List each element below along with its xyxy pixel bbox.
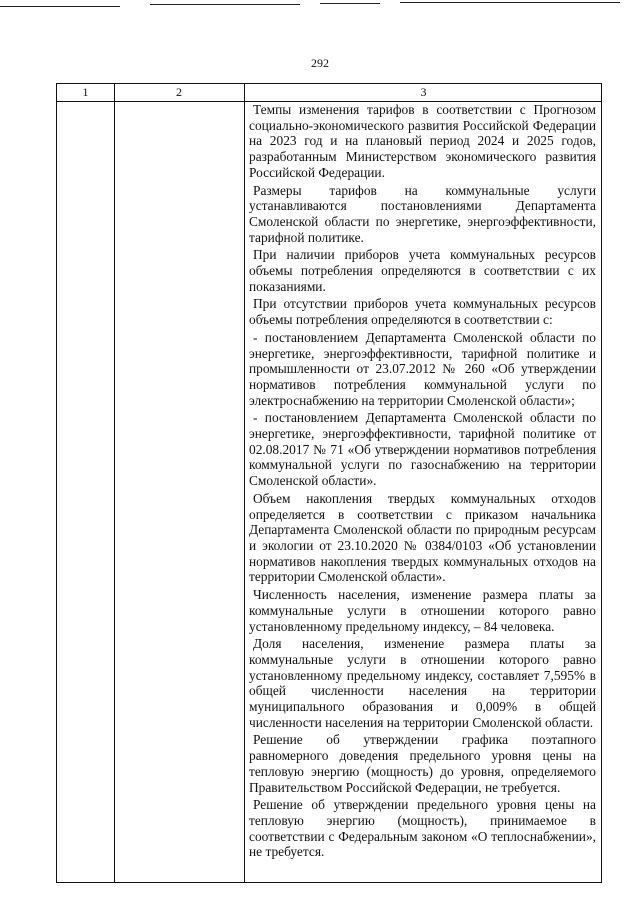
- paragraph: Размеры тарифов на коммунальные услуги устанавливаются постановлениями Департамента Смоленской области по энергетике, энергоэффективности, тарифной политике.: [249, 182, 596, 245]
- paragraph: - постановлением Департамента Смоленской области по энергетике, энергоэффективности, тарифной политике и промышленности от 23.07.2012 № 260 «Об утверждении нормативов потребления коммунальной услуги по электроснабжению на территории Смоленской области»;: [249, 329, 596, 408]
- column-number-3: 3: [420, 85, 427, 99]
- table-header-row: [57, 84, 601, 102]
- column-3-text: [249, 102, 596, 862]
- paragraph: Темпы изменения тарифов в соответствии с Прогнозом социально-экономического развития Российской Федерации на 2023 год и на плановый период 2024 и 2025 годов, разработанным Министерством экономического развития Российской Федерации.: [249, 102, 596, 180]
- scan-artifact-line: [400, 2, 620, 3]
- paragraph: - постановлением Департамента Смоленской области по энергетике, энергоэффективности, тарифной политике от 02.08.2017 № 71 «Об утверждении нормативов потребления коммунальной услуги по газоснабжению на территории Смоленской области».: [249, 410, 596, 489]
- page-number: 292: [311, 56, 329, 70]
- column-number-2: 2: [176, 85, 182, 99]
- paragraph: Объем накопления твердых коммунальных отходов определяется в соответствии с приказом начальника Департамента Смоленской области по природным ресурсам и экологии от 23.10.2020 № 0384/0103 «Об установлении нормативов накопления твердых коммунальных отходов на территории Смоленской области».: [249, 490, 596, 585]
- paragraph: Численность населения, изменение размера платы за коммунальные услуги в отношении которого равно установленному предельному индексу, – 84 человека.: [249, 587, 596, 634]
- column-divider: [114, 84, 115, 882]
- column-divider: [244, 84, 245, 882]
- paragraph: Решение об утверждении графика поэтапного равномерного доведения предельного уровня цены на тепловую энергию (мощность) до уровня, определяемого Правительством Российской Федерации, не требуется.: [249, 732, 596, 795]
- scan-artifact-line: [150, 4, 300, 5]
- column-number-1: 1: [82, 85, 89, 99]
- paragraph: Решение об утверждении предельного уровня цены на тепловую энергию (мощность), принимаемое в соответствии с Федеральным законом «О теплоснабжении», не требуется.: [249, 797, 596, 860]
- paragraph: При наличии приборов учета коммунальных ресурсов объемы потребления определяются в соответствии с их показаниями.: [249, 247, 596, 294]
- document-table: [56, 83, 602, 883]
- scan-artifact-line: [0, 6, 120, 7]
- paragraph: Доля населения, изменение размера платы за коммунальные услуги в отношении которого равно установленному предельному индексу, составляет 7,595% в общей численности населения на территории муниципального образования и 0,009% в общей численности населения на территории Смоленской области.: [249, 636, 596, 730]
- paragraph: При отсутствии приборов учета коммунальных ресурсов объемы потребления определяются в соответствии с:: [249, 296, 596, 328]
- scan-artifact-line: [320, 3, 380, 4]
